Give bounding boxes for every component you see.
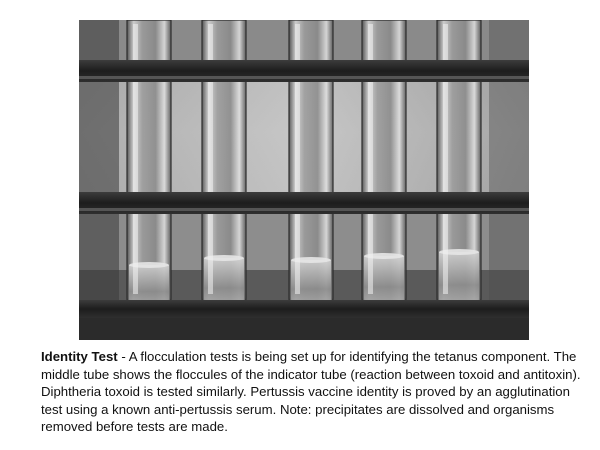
test-tube-photo <box>79 20 529 340</box>
caption-title: Identity Test <box>41 349 118 364</box>
caption-text: - A flocculation tests is being set up for identifying the tetanus component. The middle tube shows the floccules of the indicator tube (reaction between toxoid and antitoxin). Diphtheria toxoid is tested similarly. Pertussis vaccine identity is proved by an agglutination test using a known anti-pertussis serum. Note: precipitates are dissolved and organisms removed before tests are made. <box>41 349 581 434</box>
caption <box>41 348 581 436</box>
